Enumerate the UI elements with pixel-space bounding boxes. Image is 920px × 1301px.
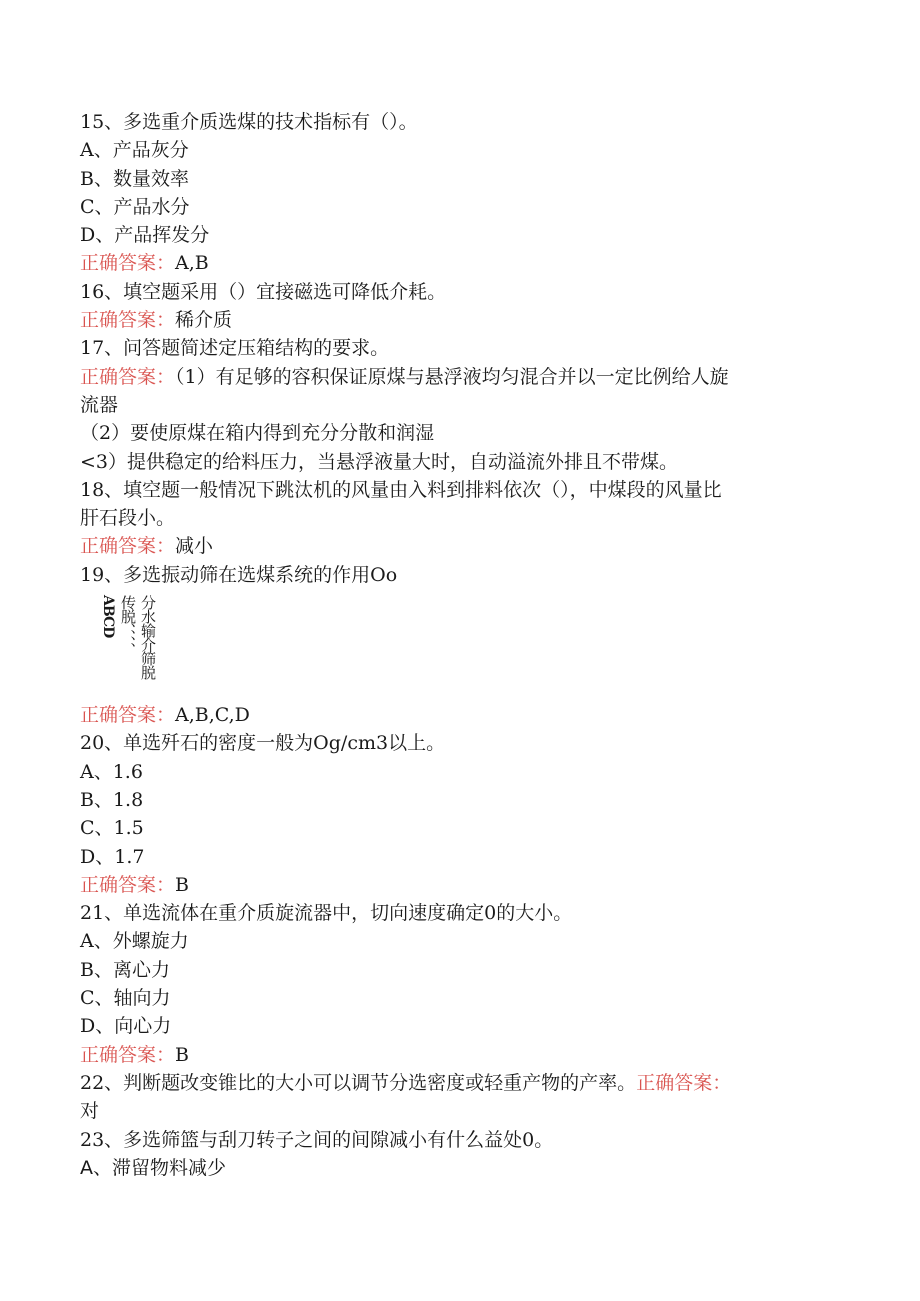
answer-label: 正确答案：: [80, 309, 176, 332]
answer-label: 正确答案：: [80, 873, 176, 896]
question-20-option-c: C、1.5: [80, 817, 144, 840]
answer-value: B: [175, 1043, 189, 1066]
answer-value: 减小: [175, 535, 214, 558]
question-17-stem: 17、问答题简述定压箱结构的要求。: [80, 337, 390, 360]
question-21-option-d: D、向心力: [80, 1015, 172, 1038]
question-17-answer-point-2: （2）要使原煤在箱内得到充分分散和润湿: [80, 422, 435, 445]
question-20-stem: 20、单选歼石的密度一般为Og/cm3以上。: [80, 732, 446, 755]
question-19-options-garbled: [80, 591, 840, 701]
question-15-option-b: B、数量效率: [80, 167, 189, 190]
question-15-option-d: D、产品挥发分: [80, 224, 210, 247]
answer-label: 正确答案：: [80, 1043, 176, 1066]
question-17-answer-point-3: <3）提供稳定的给料压力，当悬浮液量大时，自动溢流外排且不带煤。: [80, 450, 679, 473]
question-20-option-b: B、1.8: [80, 788, 144, 811]
question-17-answer: [80, 363, 840, 391]
question-18-stem-cont: 肝石段小。: [80, 507, 176, 530]
question-20-answer: [80, 871, 840, 899]
question-16-answer: [80, 306, 840, 334]
question-22-stem: [80, 1069, 840, 1097]
question-19-answer: [80, 701, 840, 729]
question-18-stem: 18、填空题一般情况下跳汰机的风量由入料到排料依次（），中煤段的风量比: [80, 478, 722, 501]
question-21-option-b: B、离心力: [80, 958, 170, 981]
question-15-option-a: A、产品灰分: [80, 139, 189, 162]
vertical-option-column-2: 分水输介筛脱: [139, 595, 157, 680]
answer-value: B: [175, 873, 189, 896]
question-17-answer-cont: 流器: [80, 393, 119, 416]
question-18-answer: [80, 532, 840, 560]
answer-label: 正确答案：: [80, 365, 176, 388]
answer-label: 正确答案：: [80, 535, 176, 558]
question-20-option-d: D、1.7: [80, 845, 145, 868]
vertical-option-column-1: 传脱、、、、: [119, 595, 137, 657]
answer-value: （1）有足够的容积保证原煤与悬浮液均匀混合并以一定比例给人旋: [175, 365, 729, 388]
answer-label: 正确答案：: [636, 1071, 732, 1094]
question-23-stem: 23、多选筛篮与刮刀转子之间的间隙减小有什么益处0。: [80, 1128, 554, 1151]
question-15-stem: 15、多选重介质选煤的技术指标有（）。: [80, 111, 418, 133]
answer-value: A,B: [175, 252, 209, 275]
answer-value: 稀介质: [175, 309, 233, 332]
question-21-option-a: A、外螺旋力: [80, 930, 189, 953]
question-22-answer: 对: [80, 1100, 100, 1123]
question-15-answer: [80, 249, 840, 277]
answer-value: A,B,C,D: [175, 704, 250, 727]
option-letter: A: [80, 1156, 93, 1179]
question-15-option-c: C、产品水分: [80, 195, 190, 218]
answer-label: 正确答案：: [80, 704, 176, 727]
question-20-option-a: A、1.6: [80, 760, 143, 783]
question-19-stem: 19、多选振动筛在选煤系统的作用Oo: [80, 563, 398, 586]
question-23-option-a: [80, 1154, 840, 1182]
question-16-stem: 16、填空题采用（）宜接磁选可降低介耗。: [80, 280, 447, 303]
question-list: [80, 108, 840, 1182]
question-21-answer: [80, 1041, 840, 1069]
question-21-option-c: C、轴向力: [80, 987, 171, 1010]
question-21-stem: 21、单选流体在重介质旋流器中，切向速度确定0的大小。: [80, 902, 573, 925]
vertical-option-letters: ABCD: [100, 595, 116, 638]
question-22-text: 22、判断题改变锥比的大小可以调节分选密度或轻重产物的产率。: [80, 1071, 637, 1094]
option-text: 、滞留物料减少: [93, 1156, 227, 1179]
answer-label: 正确答案：: [80, 252, 176, 275]
